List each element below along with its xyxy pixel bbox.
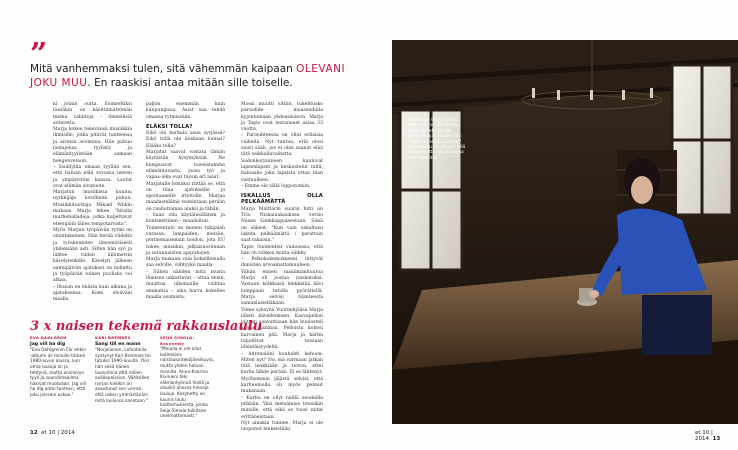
article-paragraph: Mossi muutti sittiin, tukehtusko paruuhde maaseudulla kyjontomaan yhdessäoloon. Marja ja Tapio ovat testanneet asiaa 33 vuotta. xyxy=(241,102,323,133)
article-paragraph: Eikö ole harkala asua syrjässä? Eikö tullä ole koskaan lonnat? Elääks tolla? xyxy=(146,131,225,149)
box-item-2 xyxy=(95,335,152,404)
page-number: 12 xyxy=(30,430,38,436)
article-paragraph: – Karhu on ollyt näillä seuduilla pitkään. Yksi metsämies totesikin minulle, että eikä se tuosi mitat erittäneistaan. xyxy=(241,395,323,420)
article-column-2 xyxy=(146,102,225,301)
article-paragraph: Viime syksynä Vuorenkyläsä Marja läheti kävellenkeen. Kasvapellon laitaan saavuttuaan hän kuulosteli kovaa kahinaa. Pelloista kohosi karvainen pää. Marja ja karhu tuijottivat toisiaan lähietäisyydeltä. xyxy=(241,307,323,351)
article-column-3 xyxy=(241,102,323,433)
box-item-label: KARI BREMNES xyxy=(95,335,131,340)
article-paragraph: Myös Marjan työpäivän rytmi on omintakeinen. Hän herää viideltä ja työskentelee ilmeeniriisesti yhdeksään asti. Silten hän syö ja lähtee viiden kilometrin kävelylenkille. Kävelyn jälkeen aamupäivän ajatukset on nollattu ja työpäivän toinen puolisko voi alkaa. xyxy=(53,227,132,284)
box-item-label: SEIJA SIMOLA: Kesyhetty xyxy=(160,335,195,346)
page-number: 13 xyxy=(712,436,721,442)
box-item-body: "Eva Dahlgrenin För ehkin -albumi oli minulle tärkeä 1980-luvun alussa, kun omia lauluja oli jo tehtynä, mutta ensilevyn tyyli ja soundimaailma hakivat muotoaan. Jag vill ha dig antoi tunteen, että joku joissain uskoo." xyxy=(30,348,86,398)
article-subheading: ELÄKSI TOLLA? xyxy=(146,123,193,130)
pull-quote xyxy=(30,63,360,90)
box-item-1 xyxy=(30,335,87,399)
article-paragraph: Tapio Suominfeir vainuessa, että hän on rohkea mutta säikky. xyxy=(241,244,323,256)
article-paragraph: Marjatun musiikissa kuuluu nyrkkijäje lovollinen puhuu. Musiikkituottaja Mikael Wiikin mukaan Marja tekee "hitaita murheballadeja, jotka kuljettavat eteenpäin lähes tempotarvista". xyxy=(53,190,132,227)
article-paragraph: – Iltaisin en enästa kuin alkuna ja ajatuksensa. Koen elväväni maalla xyxy=(53,284,132,303)
box-item-label: EVA DAHLGREN xyxy=(30,335,67,340)
article-paragraph: – Emme ole tällä lopputomiin. xyxy=(241,183,311,189)
article-subheading: ISKALLUS OLLA PELKÄÄMÄTTÄ xyxy=(241,193,323,206)
article-paragraph: Marjatulle lomaksi riittää se, että on tilaa ajatukselle ja spontaanelle irtiotolle. Marjaa maadastelämä toimintaan perään on raahottamaa aluksi ja tähän. xyxy=(146,181,225,212)
photo-illustration xyxy=(392,40,738,424)
box-item-body: "Norjalainen, Lofooteilla syntynyt Kari Bremnes toi tutuksi 1990-luvulla. Yksi hän sekä hänen laulunhina että milien evällopeission. Vähitellen norjan kielikin on avautunut sen verran, että uskon ymmärtäväni mitä laulussa sanotaan." xyxy=(95,348,151,404)
page-footer-left xyxy=(30,430,75,436)
photo-caption: Marttarien tupa täyttää ensi vuonna 160 vuotta. Marja on tehnyt siille laulun Niinjän tuulen talo: "Tuvan nimeksi paahtaa / joku laukku mariahaa / sillä tuvan vuotta talo maailma sinä nukahtaa." xyxy=(408,117,466,160)
pull-quote-text-2: . En raaskisi antaa mitään sille toiselle. xyxy=(87,76,293,89)
magazine-issue: et 10 | 2014 xyxy=(695,430,713,442)
pull-quote-text: Mitä vanhemmaksi tulen, sitä vähemmän kaipaan xyxy=(30,63,297,75)
article-paragraph: Toimeentulo on monen tukijalan varassa: lampaiden, metsän, perinemaiseman hoidon, jota EU tukee, musiikin, julkaisuoriinnan ja satunnaisten apurahojen. xyxy=(146,225,225,256)
article-paragraph: – Pelkokokemukseeni liittyvät ihmisten arvoamattomuuteen. xyxy=(241,257,323,269)
article-paragraph: Vähän ennen maailmanhuutoa Marja oli joutua raiskatuksi. Vastaan kolkkaisä lenkkeiliä kävi lomppaan tutulla pyörätiellä. Marja selvisi tilanteesta samanlaiselläkaan. xyxy=(241,269,323,307)
article-paragraph: Nyt ainakin tunnee. Marja ei ole luopunut lenkeistään. xyxy=(241,420,323,433)
interior-photo xyxy=(392,40,738,424)
article-paragraph: – Sisällytän omaan tyyliini sen, että haluan elää sovussa meren ja ympäristöni kanssa. Laulut ovat elämän sivutuote. xyxy=(53,164,132,189)
box-title: 3 x naisen tekemä rakkauslaulu xyxy=(30,319,263,334)
article-paragraph: Sadonkorjuuneen kuulovat lapsenlapset ja keskustelut niitä, haluaako joku lapsista ottaa tilan vastuulleen. xyxy=(241,158,323,183)
article-paragraph: – Parisuhteessa on ollut erilaisia vaiheita. Nyt tuntuu, että olosi suuri sääli, jos ei olisi saanut elää tätä seikkailuvaihetta. xyxy=(241,133,323,158)
article-paragraph: – Saan olla käytänisillänen ja kontseettinen – maadoitun. xyxy=(146,213,225,225)
quote-mark: ” xyxy=(30,37,48,72)
article-paragraph: paljon enemmän kuin kaupungissa. Asiat saa tehdä omassa rytmissään. xyxy=(146,102,225,120)
pull-quote-credit: OLEVANI JOKU MUU xyxy=(30,63,346,89)
article-paragraph: – Siihen nähden mitä musta ihmisen unkuttavat – ottaa ensin, muuttua ulkomaille, vaihtaa ammattia – aika harva kokeilee maalla asumista. xyxy=(146,269,225,300)
article-paragraph: Marjatut saavat vastata tämän käytäisiin kysymyksiin. Ne kumpuavat toiveistamme elämäntavasta, jossa työ ja vapaa-aika ovat täysin erl asiat. xyxy=(146,150,225,181)
magazine-issue: et 10 | 2014 xyxy=(41,430,75,436)
article-column-1 xyxy=(53,102,132,304)
box-item-body: "Minulla ei ole ollut kotimaisia naislaulunteköjäesikuvia, mutta yhden haluan mainita. Anna-Kaarina Kivinieni teki elämäntyönnä Viellä ja säveliö ohessa hienoja lauluja. Kesyhetty on kaunis laulu luottamuksesta, jonka Seija Simola tulkitsee unelmattomasti." xyxy=(160,347,214,420)
article-paragraph: ki jotain outta. Esimerkiksi tässäkin on käsittämättömän metka valintoja – ilmeellisiä auteretta. xyxy=(53,102,132,126)
article-paragraph: Myöhemmin jäljistä selvisi, että karhuemolla oli myös pennut mukanaan. xyxy=(241,376,323,395)
box-item-head: Sang till en mann xyxy=(95,341,141,347)
article-paragraph: Marja kokee tekevänsä musiikkia ihmisille, jotka pitävät tunteensa ja aivinsa avoimina. Hän puhuu laulujensa tyylistä ja elämäntyylistään samaan hengenvetoon. xyxy=(53,127,132,164)
box-item-head: Jag vill ha dig xyxy=(30,341,66,347)
article-paragraph: Marja mukaan vain kokeillemalla saa selville, viihtyykö maalla. xyxy=(146,257,225,269)
article-paragraph: – Adrenaliini kouhahti kehoon: Miten nyt? No, mä varmaan jatkan tätä lenkkiään ja toivon, ettei karhu lähde perään. Ei se lähtenyt. xyxy=(241,351,324,376)
box-item-3 xyxy=(160,335,217,420)
article-paragraph: Marja Mattlarin suurin hitti on Trio Niskalaukauksen versio Näsen Liemkappaleestaan. Siinä on säkeet: "Kun vain uskaltaisi laknta pelkäämättä / parattoin saat takaisin." xyxy=(241,206,323,244)
page-footer-right xyxy=(695,430,738,442)
